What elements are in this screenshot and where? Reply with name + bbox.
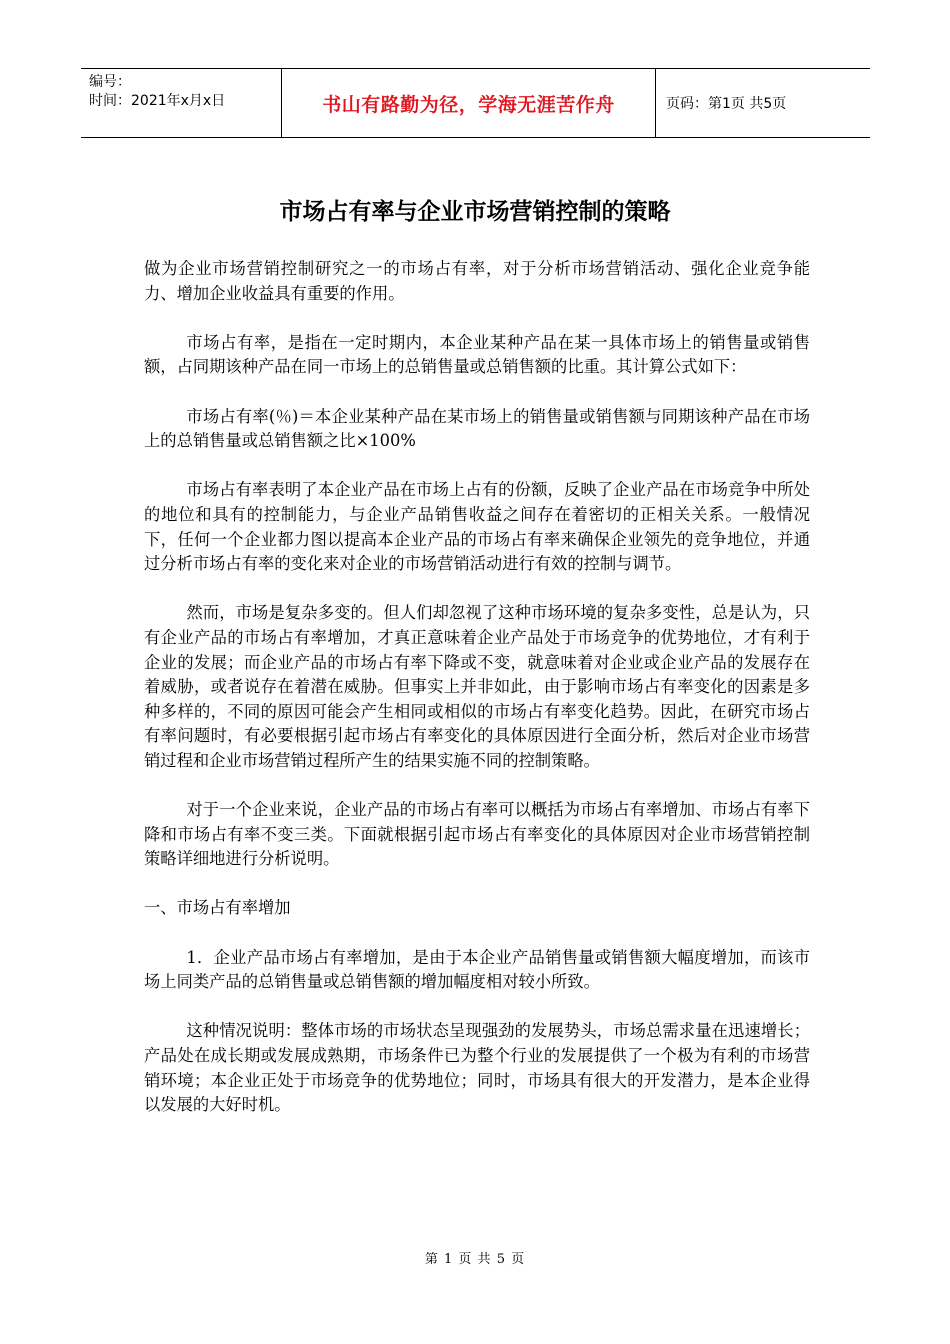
document-header bbox=[81, 68, 870, 138]
date-label: 时间：2021年x月x日 bbox=[89, 93, 226, 109]
paragraph: 1．企业产品市场占有率增加，是由于本企业产品销售量或销售额大幅度增加，而该市场上同类产品的总销售量或总销售额的增加幅度相对较小所致。 bbox=[144, 947, 810, 992]
paragraph: 市场占有率，是指在一定时期内，本企业某种产品在某一具体市场上的销售量或销售额，占同期该种产品在同一市场上的总销售量或总销售额的比重。其计算公式如下： bbox=[144, 332, 810, 377]
section-heading: 一、市场占有率增加 bbox=[144, 898, 291, 918]
paragraph: 这种情况说明：整体市场的市场状态呈现强劲的发展势头，市场总需求量在迅速增长；产品处在成长期或发展成熟期，市场条件已为整个行业的发展提供了一个极为有利的市场营销环境；本企业正处于市场竞争的优势地位；同时，市场具有很大的开发潜力，是本企业得以发展的大好时机。 bbox=[144, 1021, 810, 1115]
formula-paragraph: 市场占有率(％)＝本企业某种产品在某市场上的销售量或销售额与同期该种产品在市场上的总销售量或总销售额之比×100% bbox=[144, 406, 810, 451]
body-content bbox=[144, 257, 810, 1142]
header-page-info bbox=[656, 69, 870, 137]
header-meta bbox=[81, 69, 281, 137]
paragraph: 然而，市场是复杂多变的。但人们却忽视了这种市场环境的复杂多变性，总是认为，只有企业产品的市场占有率增加，才真正意味着企业产品处于市场竞争的优势地位，才有利于企业的发展；而企业产品的市场占有率下降或不变，就意味着对企业或企业产品的发展存在着威胁，或者说存在着潜在威胁。但事实上并非如此，由于影响市场占有率变化的因素是多种多样的，不同的原因可能会产生相同或相似的市场占有率变化趋势。因此，在研究市场占有率问题时，有必要根据引起市场占有率变化的具体原因进行全面分析，然后对企业市场营销过程和企业市场营销过程所产生的结果实施不同的控制策略。 bbox=[144, 603, 810, 770]
paragraph: 做为企业市场营销控制研究之一的市场占有率，对于分析市场营销活动、强化企业竞争能力、增加企业收益具有重要的作用。 bbox=[144, 259, 810, 303]
code-label: 编号： bbox=[89, 74, 131, 90]
header-motto-cell bbox=[281, 69, 656, 137]
page-footer: 第 1 页 共 5 页 bbox=[424, 1252, 526, 1267]
paragraph: 市场占有率表明了本企业产品在市场上占有的份额，反映了企业产品在市场竞争中所处的地位和具有的控制能力，与企业产品销售收益之间存在着密切的正相关关系。一般情况下，任何一个企业都力图以提高本企业产品的市场占有率来确保企业领先的竞争地位，并通过分析市场占有率的变化来对企业的市场营销活动进行有效的控制与调节。 bbox=[144, 480, 810, 574]
page-title: 市场占有率与企业市场营销控制的策略 bbox=[279, 199, 671, 225]
motto-text: 书山有路勤为径，学海无涯苦作舟 bbox=[322, 93, 615, 116]
paragraph: 对于一个企业来说，企业产品的市场占有率可以概括为市场占有率增加、市场占有率下降和市场占有率不变三类。下面就根据引起市场占有率变化的具体原因对企业市场营销控制策略详细地进行分析说明。 bbox=[144, 800, 810, 869]
page-info-text: 页码：第1页 共5页 bbox=[666, 96, 787, 112]
